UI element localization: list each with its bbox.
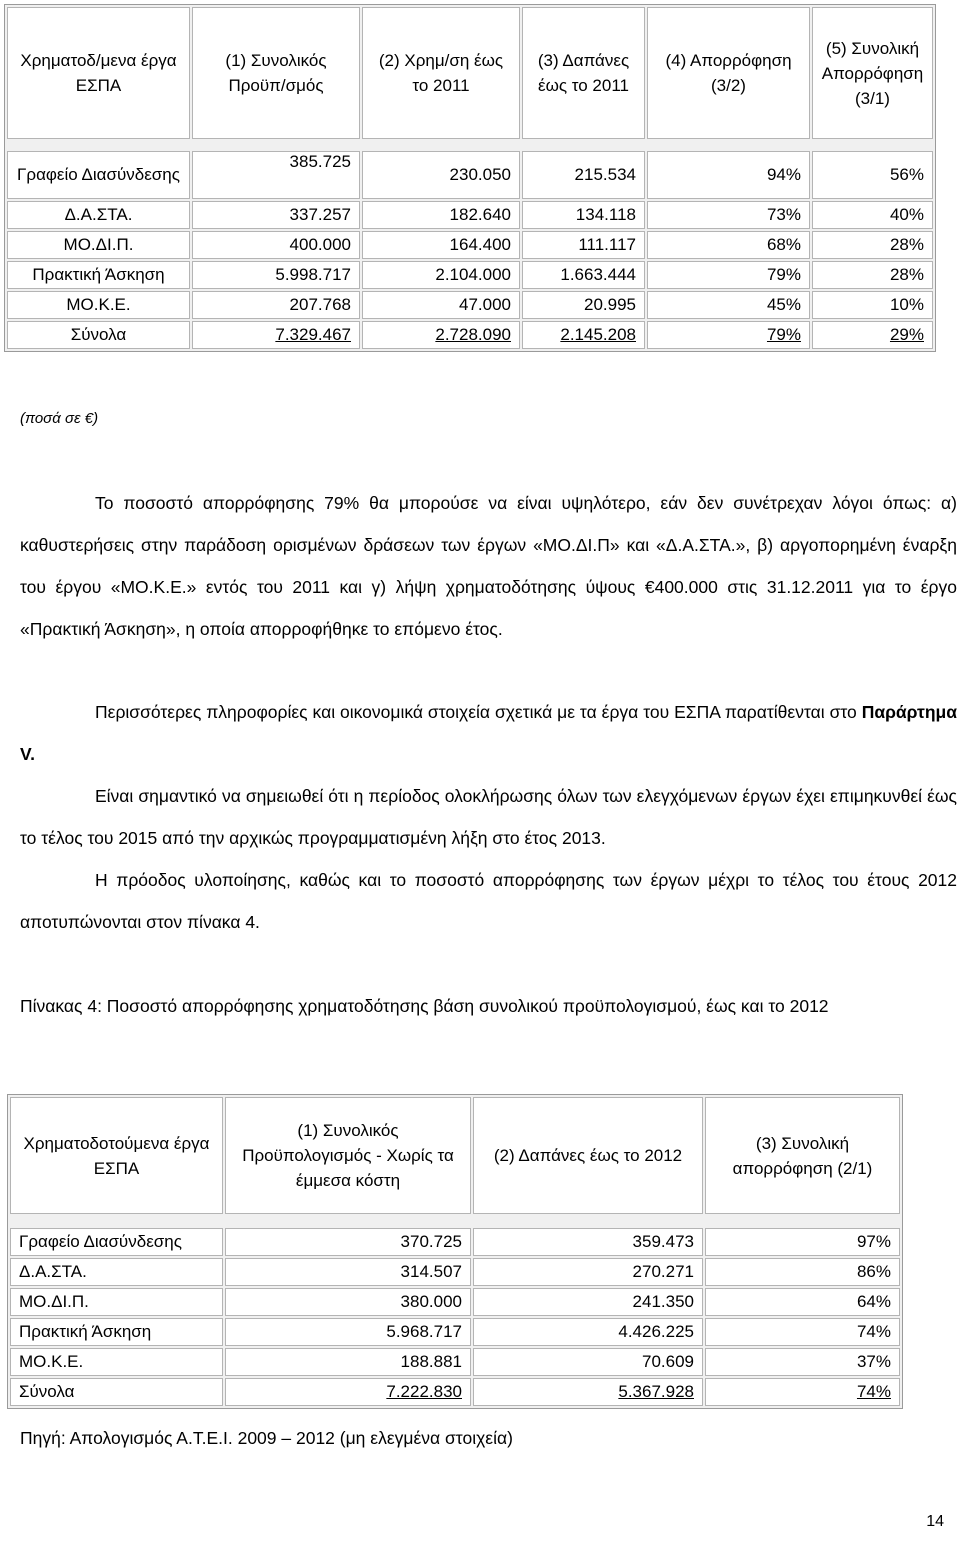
page-number: 14 <box>926 1513 944 1530</box>
cell-funding: 2.104.000 <box>362 261 520 289</box>
paragraph-appendix-ref <box>20 691 957 775</box>
amounts-note: (ποσά σε €) <box>20 410 99 427</box>
header-expenses-2011: (3) Δαπάνες έως το 2011 <box>522 7 645 139</box>
cell-funding: 47.000 <box>362 291 520 319</box>
paragraph-absorption-reasons: Το ποσοστό απορρόφησης 79% θα μπορούσε να είναι υψηλότερο, εάν δεν συνέτρεχαν λόγοι όπως: α) καθυστερήσεις στην παράδοση ορισμένων δράσεων των έργων «ΜΟ.ΔΙ.Π» και «Δ.Α.ΣΤΑ.», β) αργοπορημένη έναρξη του έργου «ΜΟ.Κ.Ε.» εντός του 2011 και γ) λήψη χρηματοδότησης ύψους €400.000 στις 31.12.2011 για το έργο «Πρακτική Άσκηση», η οποία απορροφήθηκε το επόμενο έτος. <box>20 493 957 639</box>
cell-expenses: 4.426.225 <box>473 1318 703 1346</box>
cell-total-budget: 7.329.467 <box>192 321 360 349</box>
cell-absorption: 45% <box>647 291 810 319</box>
paragraph-progress-intro: Η πρόοδος υλοποίησης, καθώς και το ποσοστό απορρόφησης των έργων μέχρι το τέλος του έτους 2012 αποτυπώνονται στον πίνακα 4. <box>20 870 957 932</box>
cell-funding: 164.400 <box>362 231 520 259</box>
table-total-row <box>10 1378 900 1406</box>
cell-project: ΜΟ.Κ.Ε. <box>10 1348 223 1376</box>
table-4-caption: Πίνακας 4: Ποσοστό απορρόφησης χρηματοδότησης βάση συνολικού προϋπολογισμού, έως και το 2012 <box>20 996 829 1016</box>
table-row <box>7 201 933 229</box>
cell-absorption: 79% <box>647 261 810 289</box>
cell-total-budget: 7.222.830 <box>225 1378 471 1406</box>
table-row <box>10 1318 900 1346</box>
cell-budget: 314.507 <box>225 1258 471 1286</box>
cell-expenses: 20.995 <box>522 291 645 319</box>
table-row <box>10 1288 900 1316</box>
cell-expenses: 241.350 <box>473 1288 703 1316</box>
cell-total-overall-absorption: 29% <box>812 321 933 349</box>
header-funding-2011: (2) Χρημ/ση έως το 2011 <box>362 7 520 139</box>
table-header-row <box>7 7 933 139</box>
absorption-table-2012 <box>7 1094 903 1409</box>
cell-expenses: 1.663.444 <box>522 261 645 289</box>
cell-project: Δ.Α.ΣΤΑ. <box>10 1258 223 1286</box>
cell-budget: 5.968.717 <box>225 1318 471 1346</box>
cell-expenses: 134.118 <box>522 201 645 229</box>
cell-project: ΜΟ.ΔΙ.Π. <box>10 1288 223 1316</box>
cell-total-label: Σύνολα <box>10 1378 223 1406</box>
cell-budget: 380.000 <box>225 1288 471 1316</box>
table-row <box>10 1258 900 1286</box>
header-total-budget: (1) Συνολικός Προϋπ/σμός <box>192 7 360 139</box>
header-projects: Χρηματοδ/μενα έργα ΕΣΠΑ <box>7 7 190 139</box>
cell-expenses: 215.534 <box>522 151 645 199</box>
cell-budget: 207.768 <box>192 291 360 319</box>
paragraph-completion-extension: Είναι σημαντικό να σημειωθεί ότι η περίοδος ολοκλήρωσης όλων των ελεγχόμενων έργων έχει επιμηκυνθεί έως το τέλος του 2015 από την αρχικώς προγραμματισμένη λήξη στο έτος 2013. <box>20 786 957 848</box>
cell-absorption: 68% <box>647 231 810 259</box>
cell-project: Πρακτική Άσκηση <box>10 1318 223 1346</box>
cell-total-absorption: 10% <box>812 291 933 319</box>
header-expenses-2012: (2) Δαπάνες έως το 2012 <box>473 1097 703 1214</box>
cell-budget: 385.725 <box>192 151 360 199</box>
cell-total-absorption: 56% <box>812 151 933 199</box>
cell-budget: 370.725 <box>225 1228 471 1256</box>
cell-funding: 182.640 <box>362 201 520 229</box>
table-row <box>7 291 933 319</box>
paragraph-appendix-text: Περισσότερες πληροφορίες και οικονομικά στοιχεία σχετικά με τα έργα του ΕΣΠΑ παρατίθενται στο <box>95 702 862 722</box>
header-total-absorption: (3) Συνολική απορρόφηση (2/1) <box>705 1097 900 1214</box>
cell-total-label: Σύνολα <box>7 321 190 349</box>
cell-total-expenses: 2.145.208 <box>522 321 645 349</box>
cell-absorption: 37% <box>705 1348 900 1376</box>
cell-total-funding: 2.728.090 <box>362 321 520 349</box>
cell-project: Δ.Α.ΣΤΑ. <box>7 201 190 229</box>
header-absorption: (4) Απορρόφηση (3/2) <box>647 7 810 139</box>
table-row <box>10 1228 900 1256</box>
header-total-budget: (1) Συνολικός Προϋπολογισμός - Χωρίς τα έμμεσα κόστη <box>225 1097 471 1214</box>
appendix-link-text: Παράρτημα V. <box>20 702 957 764</box>
cell-project: Πρακτική Άσκηση <box>7 261 190 289</box>
header-total-absorption: (5) Συνολική Απορρόφηση (3/1) <box>812 7 933 139</box>
cell-expenses: 70.609 <box>473 1348 703 1376</box>
cell-project: ΜΟ.ΔΙ.Π. <box>7 231 190 259</box>
cell-absorption: 73% <box>647 201 810 229</box>
table-row <box>7 151 933 199</box>
table-row <box>7 261 933 289</box>
cell-expenses: 270.271 <box>473 1258 703 1286</box>
cell-absorption: 97% <box>705 1228 900 1256</box>
table-row <box>7 231 933 259</box>
cell-funding: 230.050 <box>362 151 520 199</box>
cell-absorption: 64% <box>705 1288 900 1316</box>
budget-table-2011 <box>4 4 936 352</box>
cell-project: Γραφείο Διασύνδεσης <box>10 1228 223 1256</box>
cell-project: Γραφείο Διασύνδεσης <box>7 151 190 199</box>
cell-total-absorption: 74% <box>705 1378 900 1406</box>
cell-budget: 400.000 <box>192 231 360 259</box>
cell-absorption: 86% <box>705 1258 900 1286</box>
cell-total-absorption: 40% <box>812 201 933 229</box>
cell-project: ΜΟ.Κ.Ε. <box>7 291 190 319</box>
cell-budget: 5.998.717 <box>192 261 360 289</box>
cell-absorption: 94% <box>647 151 810 199</box>
source-note: Πηγή: Απολογισμός Α.Τ.Ε.Ι. 2009 – 2012 (μη ελεγμένα στοιχεία) <box>20 1428 513 1448</box>
cell-total-absorption: 28% <box>812 231 933 259</box>
table-row <box>10 1348 900 1376</box>
cell-total-expenses: 5.367.928 <box>473 1378 703 1406</box>
cell-total-absorption-pct: 79% <box>647 321 810 349</box>
cell-expenses: 359.473 <box>473 1228 703 1256</box>
table-total-row <box>7 321 933 349</box>
table-header-row <box>10 1097 900 1214</box>
header-projects: Χρηματοδοτούμενα έργα ΕΣΠΑ <box>10 1097 223 1214</box>
cell-absorption: 74% <box>705 1318 900 1346</box>
cell-budget: 188.881 <box>225 1348 471 1376</box>
cell-total-absorption: 28% <box>812 261 933 289</box>
cell-budget: 337.257 <box>192 201 360 229</box>
cell-expenses: 111.117 <box>522 231 645 259</box>
